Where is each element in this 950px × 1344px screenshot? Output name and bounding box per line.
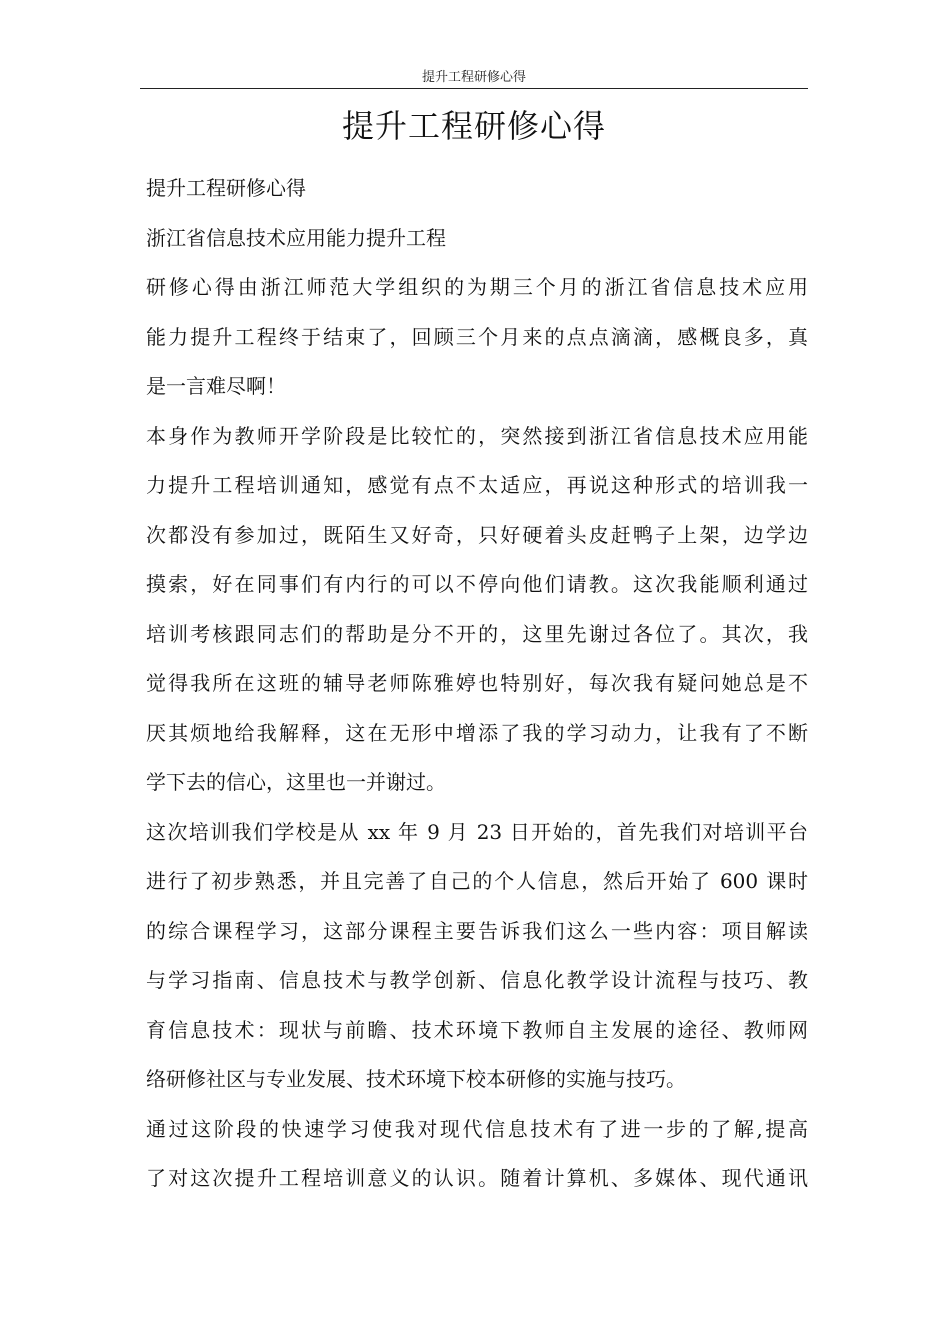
header-divider — [140, 88, 808, 89]
body-line: 能力提升工程终于结束了，回顾三个月来的点点滴滴，感概良多，真 — [146, 324, 808, 349]
body-line: 研修心得由浙江师范大学组织的为期三个月的浙江省信息技术应用 — [146, 275, 808, 299]
body-line: 本身作为教师开学阶段是比较忙的，突然接到浙江省信息技术应用能 — [146, 423, 808, 448]
body-line: 的综合课程学习，这部分课程主要告诉我们这么一些内容：项目解读 — [146, 918, 808, 943]
document-title: 提升工程研修心得 — [341, 107, 606, 145]
body-line: 通过这阶段的快速学习使我对现代信息技术有了进一步的了解,提高 — [146, 1116, 808, 1141]
body-line: 与学习指南、信息技术与教学创新、信息化教学设计流程与技巧、教 — [146, 968, 808, 992]
body-line: 进行了初步熟悉，并且完善了自己的个人信息，然后开始了 600 课时 — [146, 869, 808, 893]
body-line: 浙江省信息技术应用能力提升工程 — [146, 225, 446, 250]
body-line: 觉得我所在这班的辅导老师陈雅婷也特别好，每次我有疑问她总是不 — [146, 671, 808, 695]
body-line: 摸索，好在同事们有内行的可以不停向他们请教。这次我能顺利通过 — [146, 572, 808, 596]
body-line: 厌其烦地给我解释，这在无形中增添了我的学习动力，让我有了不断 — [146, 720, 808, 745]
body-line: 络研修社区与专业发展、技术环境下校本研修的实施与技巧。 — [146, 1067, 686, 1091]
body-line: 了对这次提升工程培训意义的认识。随着计算机、多媒体、现代通讯 — [146, 1166, 808, 1190]
body-line: 次都没有参加过，既陌生又好奇，只好硬着头皮赶鸭子上架，边学边 — [146, 522, 808, 547]
running-header: 提升工程研修心得 — [421, 70, 526, 85]
document-body — [146, 164, 808, 1204]
body-line: 这次培训我们学校是从 xx 年 9 月 23 日开始的，首先我们对培训平台 — [146, 819, 808, 844]
body-line: 提升工程研修心得 — [146, 176, 306, 200]
body-line: 学下去的信心，这里也一并谢过。 — [146, 770, 446, 794]
body-line: 是一言难尽啊！ — [146, 374, 286, 398]
body-line: 培训考核跟同志们的帮助是分不开的，这里先谢过各位了。其次，我 — [146, 621, 808, 646]
body-line: 育信息技术：现状与前瞻、技术环境下教师自主发展的途径、教师网 — [146, 1017, 808, 1042]
body-line: 力提升工程培训通知，感觉有点不太适应，再说这种形式的培训我一 — [146, 473, 808, 497]
